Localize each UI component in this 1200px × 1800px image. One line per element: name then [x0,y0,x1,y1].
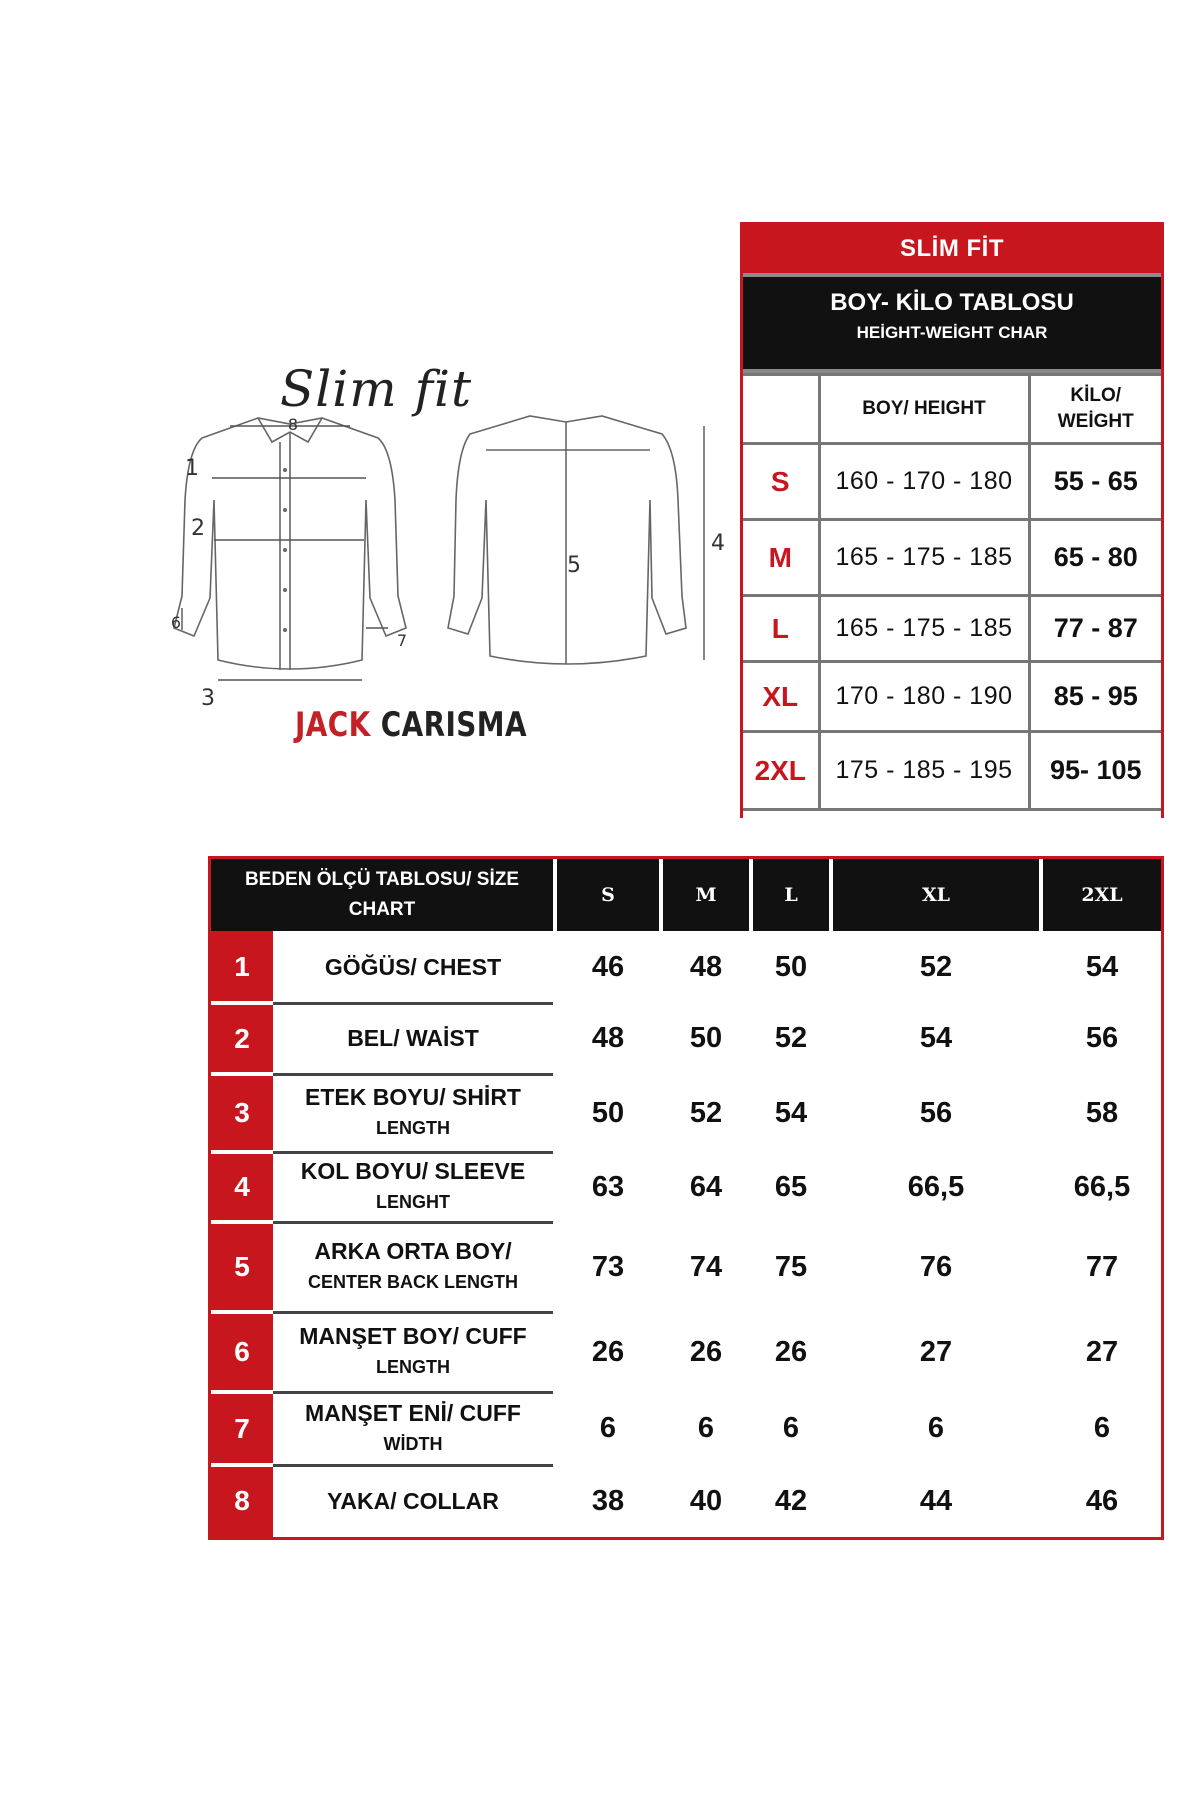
measurement-value: 38 [591,1484,625,1517]
measurement-label [273,1222,553,1312]
size-label: S [743,444,819,520]
measurement-value: 56 [919,1096,953,1129]
measurement-label [273,1003,553,1074]
height-weight-header [743,273,1161,373]
measurement-name-sub: CENTER BACK LENGTH [308,1272,518,1292]
size-header-2xl: 2XL [1081,884,1123,906]
measurement-value: 54 [1085,950,1119,983]
fit-title: Slim fit [280,360,473,418]
measurement-value: 73 [591,1250,625,1283]
size-header-m: M [695,884,717,906]
measurement-value: 6 [927,1412,945,1444]
row-number: 3 [234,1097,250,1128]
measurement-value: 6 [599,1412,617,1444]
marker-3: 3 [201,686,215,711]
measurement-label [273,931,553,1003]
measurement-value: 6 [697,1412,715,1444]
table-row [743,520,1161,596]
measurement-label [273,1152,553,1222]
measurement-value: 48 [689,950,723,983]
marker-6: 6 [170,613,182,632]
table-row [211,1003,1161,1074]
size-label: 2XL [743,732,819,810]
measurement-label [273,1074,553,1152]
measurement-value: 27 [1085,1335,1119,1368]
measurement-value: 52 [689,1096,723,1129]
measurement-value: 6 [1093,1412,1111,1444]
size-header-xl: XL [921,884,951,906]
weight-column-header [1029,375,1161,444]
marker-7: 7 [396,631,408,650]
measurement-name: MANŞET ENİ/ CUFF [305,1399,521,1426]
table-row [211,1465,1161,1537]
measurement-value: 26 [774,1335,808,1368]
slim-fit-band: SLİM FİT [743,225,1161,273]
measurement-name: BEL/ WAİST [347,1025,479,1051]
measurement-label [273,1312,553,1392]
height-range: 170 - 180 - 190 [819,662,1029,732]
measurement-value: 26 [591,1335,625,1368]
measurement-value: 64 [689,1170,723,1203]
height-weight-table [740,222,1164,818]
measurement-name-sub: LENGTH [376,1357,450,1377]
measurement-value: 6 [782,1412,800,1444]
measurement-value: 40 [689,1484,723,1517]
measurement-name: ETEK BOYU/ SHİRT [305,1084,521,1110]
blank-header [743,375,819,444]
measurement-label [273,1392,553,1465]
row-number: 6 [234,1336,250,1367]
measurement-name: GÖĞÜS/ CHEST [324,953,502,980]
measurement-value: 50 [774,950,808,983]
measurement-value: 75 [774,1250,808,1283]
measurement-value: 65 [774,1170,808,1203]
size-label: M [743,520,819,596]
measurement-value: 52 [919,950,953,983]
measurement-value: 66,5 [1073,1170,1131,1203]
row-number: 7 [234,1412,250,1444]
measurement-name-sub: LENGHT [376,1192,450,1212]
measurement-value: 26 [689,1335,723,1368]
table-row [211,1152,1161,1222]
brand-carisma: CARISMA [380,705,527,745]
size-header-s: S [601,884,615,906]
row-number: 8 [234,1485,250,1516]
measurement-label [273,1465,553,1537]
size-chart-header [211,859,1161,931]
row-number: 1 [234,951,250,982]
measurement-value: 54 [919,1022,953,1054]
size-chart-title-line1: BEDEN ÖLÇÜ TABLOSU/ SİZE [244,869,520,890]
size-label: XL [743,662,819,732]
measurement-value: 58 [1085,1096,1119,1129]
size-chart-title [211,859,553,931]
marker-8: 8 [287,415,299,434]
row-number: 2 [234,1022,250,1054]
weight-header-line2: WEİGHT [1057,411,1134,432]
marker-2: 2 [191,516,205,541]
marker-4: 4 [711,531,725,556]
measurement-value: 46 [1085,1484,1119,1517]
size-label: L [743,596,819,662]
brand-logo [295,705,527,745]
weight-range: 77 - 87 [1029,596,1161,662]
weight-header-line1: KİLO/ [1070,385,1122,406]
measurement-name: MANŞET BOY/ CUFF [299,1323,527,1349]
measurement-value: 66,5 [907,1170,965,1203]
height-range: 165 - 175 - 185 [819,520,1029,596]
measurement-value: 46 [591,950,625,983]
height-weight-subtitle: HEİGHT-WEİGHT CHAR [856,323,1048,342]
measurement-value: 48 [591,1022,625,1054]
weight-range: 65 - 80 [1029,520,1161,596]
table-row [211,1222,1161,1312]
size-chart-table [208,856,1164,1540]
measurement-value: 77 [1085,1250,1119,1283]
marker-1: 1 [185,456,199,481]
measurement-name: KOL BOYU/ SLEEVE [300,1158,526,1184]
measurement-value: 56 [1085,1022,1119,1054]
height-range: 160 - 170 - 180 [819,444,1029,520]
table-row [211,1312,1161,1392]
measurement-name: ARKA ORTA BOY/ [314,1238,512,1264]
table-row [743,732,1161,810]
measurement-name-sub: WİDTH [383,1433,443,1454]
measurement-value: 50 [591,1096,625,1129]
measurement-value: 76 [919,1250,953,1283]
height-weight-title: BOY- KİLO TABLOSU [830,289,1074,316]
measurement-value: 63 [591,1170,625,1203]
marker-5: 5 [567,553,581,578]
measurement-value: 50 [689,1022,723,1054]
weight-range: 55 - 65 [1029,444,1161,520]
table-row [211,931,1161,1003]
table-row [743,596,1161,662]
row-number: 5 [234,1251,250,1282]
height-range: 175 - 185 - 195 [819,732,1029,810]
table-row [211,1074,1161,1152]
height-weight-column-headers [743,375,1161,444]
measurement-value: 44 [919,1484,953,1517]
height-column-header: BOY/ HEIGHT [819,375,1029,444]
table-row [211,1392,1161,1465]
weight-range: 95- 105 [1029,732,1161,810]
measurement-name: YAKA/ COLLAR [327,1487,499,1514]
measurement-value: 52 [774,1022,808,1054]
measurement-value: 27 [919,1335,953,1368]
measurement-value: 42 [774,1484,808,1517]
measurement-name-sub: LENGTH [376,1118,450,1138]
size-chart-title-line2: CHART [348,899,416,920]
size-header-l: L [784,884,798,906]
row-number: 4 [234,1171,250,1202]
table-row [743,662,1161,732]
height-weight-grid [743,373,1161,811]
height-range: 165 - 175 - 185 [819,596,1029,662]
measurement-value: 74 [689,1250,723,1283]
shirt-diagram [130,360,725,780]
brand-jack: JACK [295,705,371,745]
weight-range: 85 - 95 [1029,662,1161,732]
measurement-value: 54 [774,1096,808,1129]
table-row [743,444,1161,520]
